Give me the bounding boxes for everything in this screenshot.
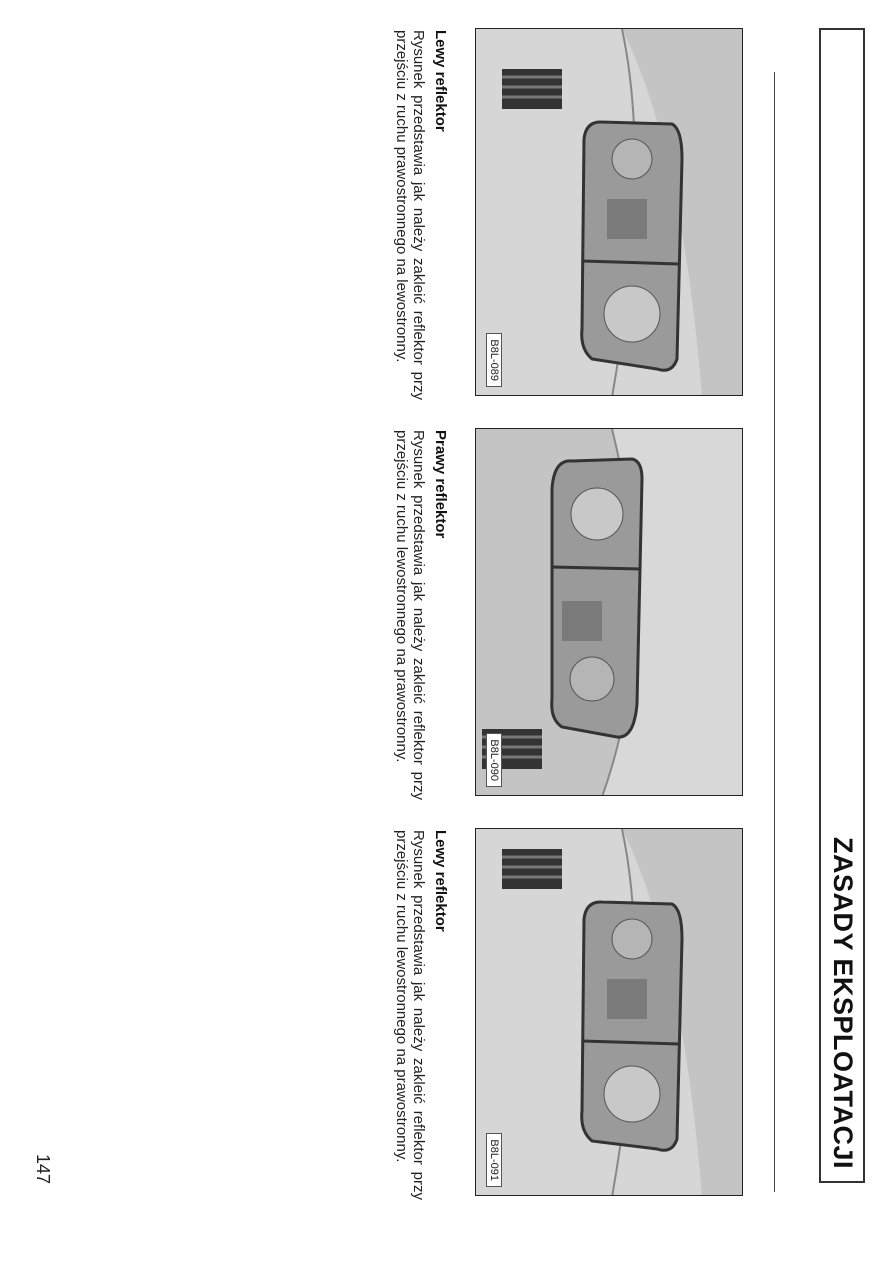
headlight-illustration-2	[475, 429, 742, 796]
caption-title: Prawy reflektor	[432, 430, 449, 539]
headlight-photo-1	[475, 28, 743, 396]
headlight-photo-3	[475, 828, 743, 1196]
headlight-illustration-3	[475, 829, 742, 1196]
caption-1	[393, 30, 449, 400]
caption-3	[393, 830, 449, 1200]
caption-title: Lewy reflektor	[432, 830, 449, 932]
page-header-title: ZASADY EKSPLOATACJI	[828, 836, 858, 1169]
headlight-photo-2	[475, 428, 743, 796]
figure-code-label: B8L-089	[486, 333, 502, 387]
figure-code-label: B8L-090	[486, 733, 502, 787]
header-rule	[774, 72, 775, 1192]
headlight-illustration-1	[475, 29, 742, 396]
caption-text: Rysunek przedstawia jak należy zakleić reflektor przy przejściu z ruchu lewostronnego na prawostronny.	[393, 430, 427, 800]
caption-text: Rysunek przedstawia jak należy zakleić reflektor przy przejściu z ruchu prawostronnego na lewostronny.	[393, 30, 427, 400]
caption-2	[393, 430, 449, 800]
header-box	[819, 28, 865, 1183]
caption-text: Rysunek przedstawia jak należy zakleić reflektor przy przejściu z ruchu lewostronnego na prawostronny.	[393, 830, 427, 1200]
page-number: 147	[33, 1154, 53, 1185]
caption-title: Lewy reflektor	[432, 30, 449, 132]
figure-code-label: B8L-091	[486, 1133, 502, 1187]
